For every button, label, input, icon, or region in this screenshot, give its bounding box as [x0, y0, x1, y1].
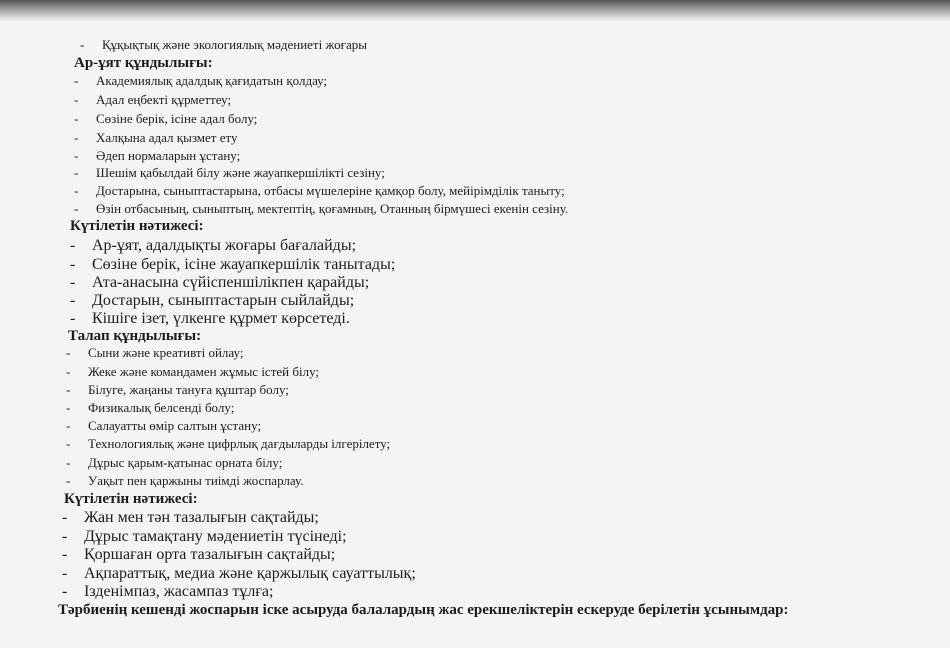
section-heading-talap: Талап құндылығы: — [68, 328, 202, 344]
list-item: - Кішіге ізет, үлкенге құрмет көрсетеді. — [70, 310, 350, 327]
list-item: - Ар-ұят, адалдықты жоғары бағалайды; — [70, 237, 357, 254]
list-item: - Құқықтық және экологиялық мәдениеті жоғары — [80, 37, 367, 52]
list-item: - Дұрыс қарым-қатынас орната білу; — [66, 455, 283, 470]
list-item: - Қоршаған орта тазалығын сақтайды; — [62, 546, 336, 563]
list-item: - Жан мен тән тазалығын сақтайды; — [62, 509, 319, 526]
list-item: - Әдеп нормаларын ұстану; — [74, 148, 241, 163]
final-heading: Тәрбиенің кешенді жоспарын іске асыруда балалардың жас ерекшеліктерін ескеруде берілетін ұсынымдар: — [58, 602, 789, 618]
list-item: - Ақпараттық, медиа және қаржылық сауаттылық; — [62, 565, 416, 582]
list-item: - Достарына, сыныптастарына, отбасы мүшелеріне қамқор болу, мейірімділік таныту; — [74, 183, 565, 198]
list-item: - Сыни және креативті ойлау; — [66, 345, 244, 360]
section-heading-expected-result-1: Күтілетін нәтижесі: — [70, 218, 204, 234]
list-item: - Достарын, сыныптастарын сыйлайды; — [70, 292, 355, 309]
list-item: - Физикалық белсенді болу; — [66, 400, 235, 415]
list-item: - Шешім қабылдай білу және жауапкершілікті сезіну; — [74, 165, 385, 180]
list-item: - Уақыт пен қаржыны тиімді жоспарлау. — [66, 473, 304, 488]
list-item: - Академиялық адалдық қағидатын қолдау; — [74, 73, 328, 88]
list-item: - Адал еңбекті құрметтеу; — [74, 92, 232, 107]
list-item: - Ата-анасына сүйіспеншілікпен қарайды; — [70, 274, 370, 291]
list-item: - Жеке және командамен жұмыс істей білу; — [66, 364, 320, 379]
list-item: - Халқына адал қызмет ету — [74, 130, 238, 145]
list-item: - Сөзіне берік, ісіне адал болу; — [74, 111, 258, 126]
list-item: - Салауатты өмір салтын ұстану; — [66, 418, 262, 433]
list-item: - Сөзіне берік, ісіне жауапкершілік танытады; — [70, 256, 396, 273]
list-item: - Технологиялық және цифрлық дағдыларды ілгерілету; — [66, 436, 391, 451]
list-item: - Ізденімпаз, жасампаз тұлға; — [62, 583, 274, 600]
section-heading-ar-uyat: Ар-ұят құндылығы: — [74, 55, 213, 71]
list-item: - Өзін отбасының, сыныптың, мектептің, қоғамның, Отанның бірмүшесі екенін сезіну. — [74, 201, 569, 216]
section-heading-expected-result-2: Күтілетін нәтижесі: — [64, 491, 198, 507]
list-item: - Білуге, жаңаны тануға құштар болу; — [66, 382, 289, 397]
list-item: - Дұрыс тамақтану мәдениетін түсінеді; — [62, 528, 347, 545]
